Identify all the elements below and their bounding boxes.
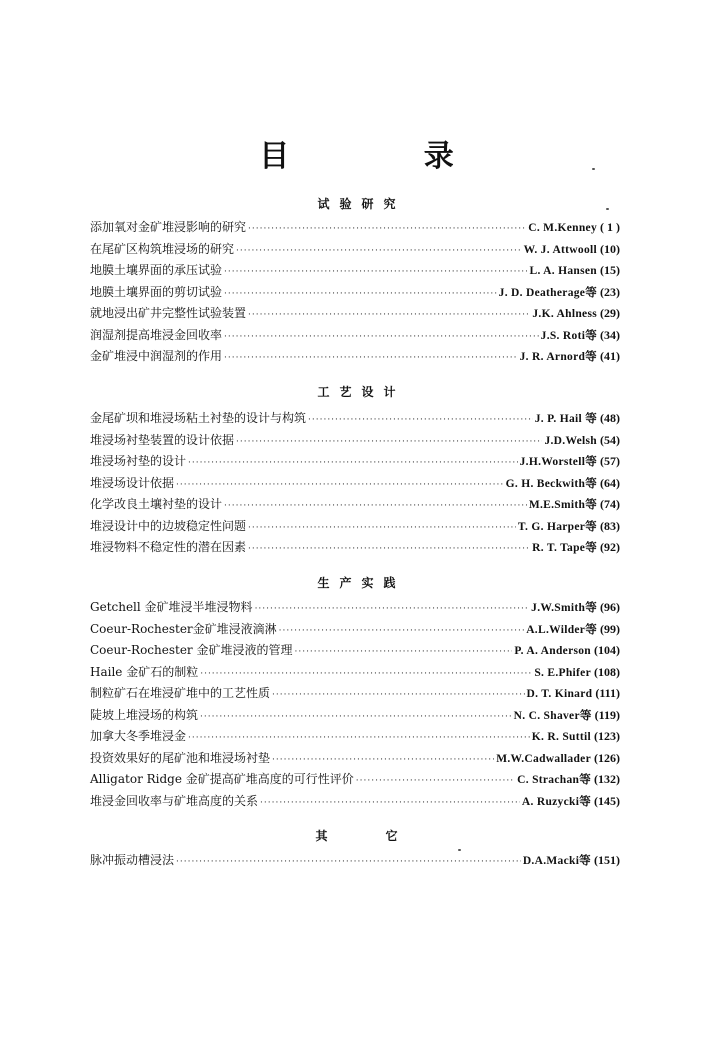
entry-page: (15) [600,263,620,277]
dot-leader [279,621,525,643]
toc-entry[interactable] [90,683,620,705]
entry-title: 堆浸物料不稳定性的潜在因素 [90,540,247,554]
toc-entry[interactable] [90,748,620,770]
entry-title: 堆浸场设计依据 [90,475,175,490]
dot-leader [248,539,530,561]
entry-page: (108) [594,664,620,679]
entry-author: A. Ruzycki等 [521,795,591,808]
toc-entry[interactable] [90,537,620,559]
entry-title: 润湿剂提高堆浸金回收率 [90,327,223,342]
entry-page: (99) [600,621,620,636]
entry-title: Coeur-Rochester金矿堆浸液滴淋 [90,621,277,636]
entry-author: P. A. Anderson [514,645,591,657]
entry-title: Alligator Ridge 金矿提高矿堆高度的可行性评价 [90,772,354,786]
section-entries-process-design [90,408,620,559]
entry-title: Getchell 金矿堆浸半堆浸物料 [90,600,253,614]
entry-author: J. D. Deatherage等 [498,286,597,299]
dot-leader [260,793,520,815]
toc-entry[interactable] [90,640,620,662]
toc-entry[interactable] [90,346,620,368]
toc-entry[interactable] [90,769,620,791]
section-entries-experimental-research [90,217,620,368]
scan-speck [606,208,609,210]
entry-title: 地膜土壤界面的剪切试验 [90,284,223,299]
dot-leader [176,475,504,497]
dot-leader [188,728,530,750]
entry-page: (126) [594,750,620,765]
entry-author: N. C. Shaver等 [513,709,592,722]
dot-leader [224,284,497,306]
entry-page: (83) [600,518,620,533]
entry-author: J.W.Smith等 [531,602,597,614]
entry-author: J.H.Worstell等 [519,456,597,468]
dot-leader [308,410,533,432]
entry-page: (123) [594,729,620,743]
dot-leader [176,852,521,874]
entry-title: 脉冲振动槽浸法 [90,853,175,867]
entry-page: (132) [594,772,620,786]
section-entries-production-practice [90,597,620,812]
toc-entry[interactable] [90,473,620,495]
entry-author: J. R. Arnord等 [519,351,597,363]
entry-author: D. T. Kinard [526,688,593,700]
entry-title: 地膜土壤界面的承压试验 [90,263,223,277]
entry-title: 堆浸设计中的边坡稳定性问题 [90,518,247,533]
dot-leader [248,219,526,241]
entry-page: (10) [600,241,620,256]
entry-page: (119) [594,707,620,722]
entry-title: Coeur-Rochester 金矿堆浸液的管理 [90,643,293,657]
dot-leader [224,348,518,370]
dot-leader [272,750,494,772]
dot-leader [236,241,522,263]
entry-title: 就地浸出矿井完整性试验装置 [90,306,247,320]
entry-author: J. P. Hail 等 [534,413,597,425]
entry-title: 化学改良土壤衬垫的设计 [90,497,223,511]
entry-author: W. J. Attwooll [523,243,597,256]
entry-page: (54) [600,432,620,447]
entry-title: 加拿大冬季堆浸金 [90,729,187,743]
toc-entry[interactable] [90,705,620,727]
toc-entry[interactable] [90,597,620,619]
entry-title: 制粒矿石在堆浸矿堆中的工艺性质 [90,686,271,700]
entry-author: C. Strachan等 [517,774,591,786]
entry-author: A.L.Wilder等 [526,623,597,636]
dot-leader [272,685,525,707]
entry-title: 堆浸场衬垫的设计 [90,454,187,468]
entry-page: (104) [594,643,620,657]
entry-page: (145) [594,793,620,808]
toc-entry[interactable] [90,516,620,538]
dot-leader [200,707,512,729]
entry-author: M.W.Cadwallader [496,752,591,765]
entry-page: (48) [600,411,620,425]
toc-entry[interactable] [90,430,620,452]
dot-leader [255,599,530,621]
entry-author: G. H. Beckwith等 [505,477,597,490]
entry-page: ( 1 ) [600,220,620,234]
entry-author: C. M.Kenney [528,222,597,234]
dot-leader [224,496,527,518]
entry-author: K. R. Suttil [531,731,591,743]
entry-page: (92) [600,540,620,554]
toc-entry[interactable] [90,791,620,813]
entry-page: (57) [600,454,620,468]
toc-entry[interactable] [90,619,620,641]
dot-leader [200,664,532,686]
toc-entry[interactable] [90,726,620,748]
toc-entry[interactable] [90,260,620,282]
toc-entry[interactable] [90,282,620,304]
entry-page: (41) [600,349,620,363]
scan-speck [592,168,595,170]
entry-title: 金矿堆浸中润湿剂的作用 [90,349,223,363]
entry-author: J.S. Roti等 [540,329,597,342]
dot-leader [248,518,516,540]
entry-page: (111) [595,686,620,700]
section-title-others: 其它 [315,829,456,843]
dot-leader [294,642,512,664]
entry-author: D.A.Macki等 [522,855,591,867]
dot-leader [188,453,518,475]
entry-author: L. A. Hansen [529,265,597,277]
entry-author: T. G. Harper等 [517,520,597,533]
dot-leader [356,771,515,793]
entry-title: 金尾矿坝和堆浸场粘土衬垫的设计与构筑 [90,411,307,425]
toc-entry[interactable] [90,494,620,516]
section-entries-others [90,850,620,872]
entry-page: (74) [600,497,620,511]
entry-page: (23) [600,284,620,299]
entry-page: (151) [594,853,620,867]
entry-author: R. T. Tape等 [532,542,597,554]
entry-page: (64) [600,475,620,490]
scan-speck [458,849,461,851]
entry-title: 堆浸场衬垫装置的设计依据 [90,432,235,447]
entry-page: (34) [600,327,620,342]
dot-leader [224,262,527,284]
entry-title: 堆浸金回收率与矿堆高度的关系 [90,793,259,808]
toc-entry[interactable] [90,408,620,430]
entry-title: 添加氧对金矿堆浸影响的研究 [90,220,247,234]
page-title: 目 录 [259,139,516,174]
toc-entry[interactable] [90,325,620,347]
section-title-production-practice: 生产实践 [317,576,406,590]
toc-entry[interactable] [90,303,620,325]
toc-entry[interactable] [90,850,620,872]
toc-entry[interactable] [90,451,620,473]
toc-entry[interactable] [90,217,620,239]
section-title-experimental-research: 试验研究 [317,197,406,211]
toc-entry[interactable] [90,662,620,684]
entry-page: (96) [600,600,620,614]
entry-title: 陡坡上堆浸场的构筑 [90,707,199,722]
toc-entry[interactable] [90,239,620,261]
entry-author: J.K. Ahlness [532,308,597,320]
dot-leader [236,432,542,454]
entry-title: 投资效果好的尾矿池和堆浸场衬垫 [90,750,271,765]
entry-author: S. E.Phifer [534,666,591,679]
dot-leader [248,305,530,327]
section-title-process-design: 工艺设计 [317,385,406,399]
entry-title: 在尾矿区构筑堆浸场的研究 [90,241,235,256]
entry-title: Haile 金矿石的制粒 [90,664,199,679]
entry-page: (29) [600,306,620,320]
dot-leader [224,327,539,349]
entry-author: M.E.Smith等 [528,499,597,511]
entry-author: J.D.Welsh [544,434,597,447]
